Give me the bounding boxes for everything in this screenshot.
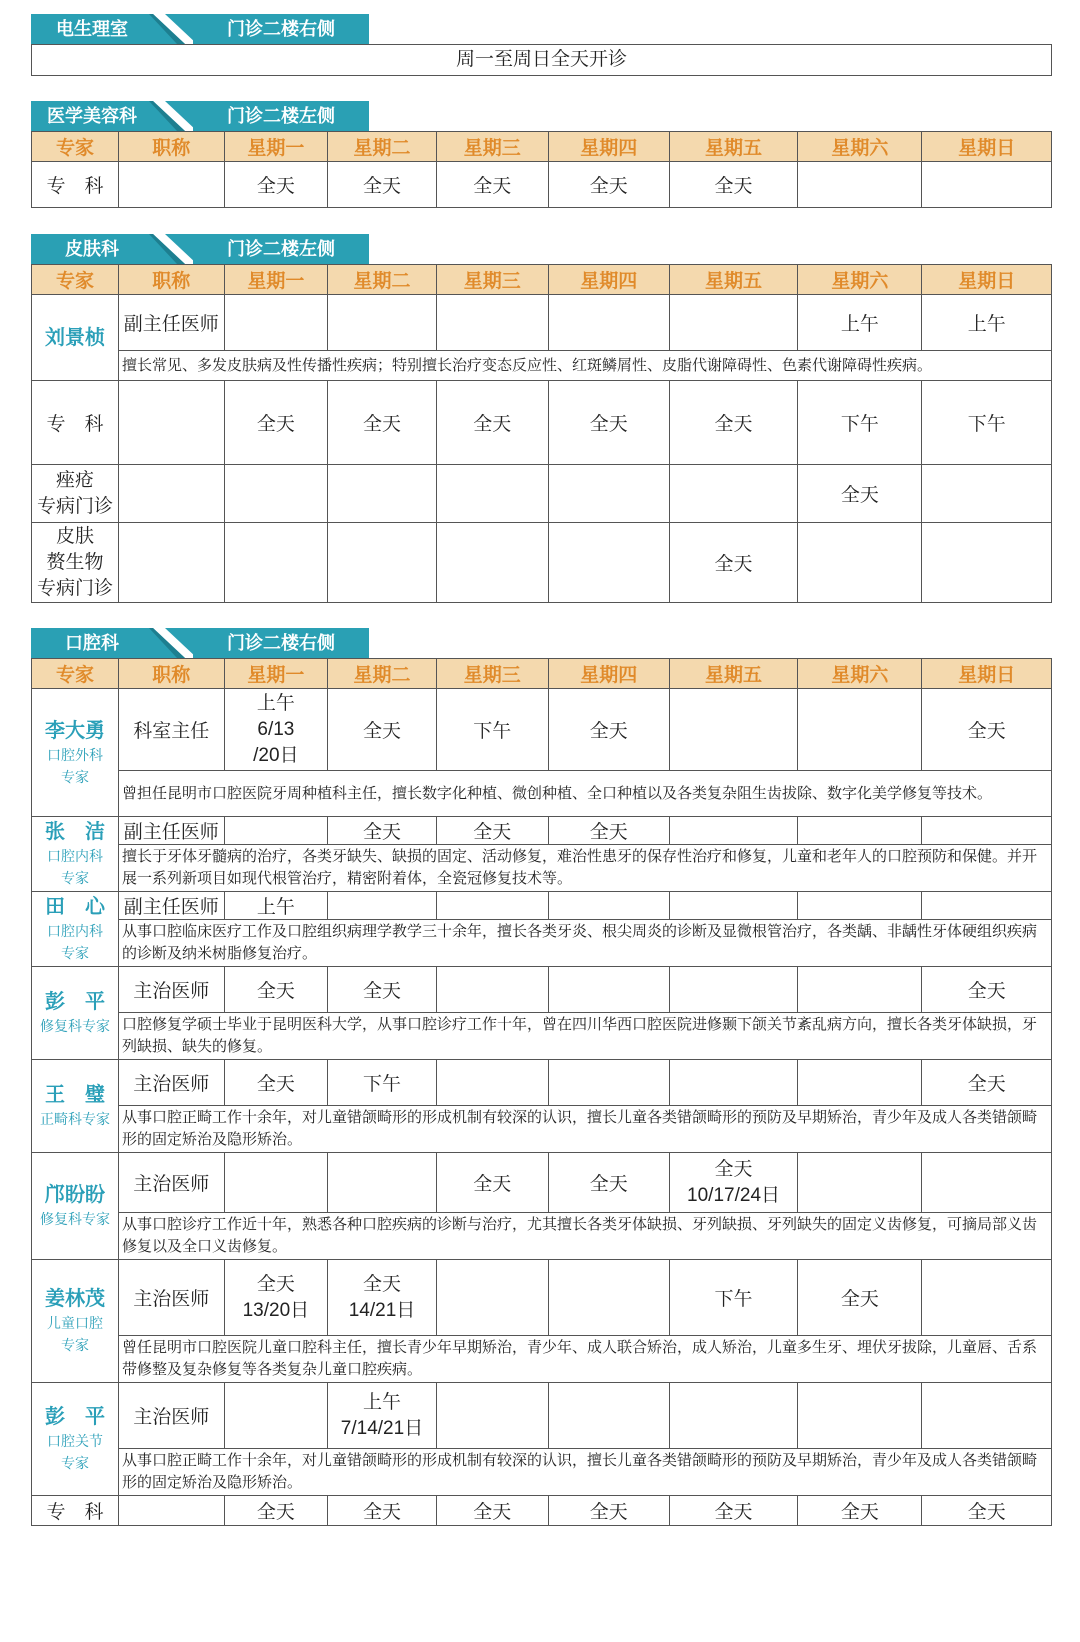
header-wed: 星期三 — [436, 265, 548, 295]
header-expert: 专家 — [32, 659, 119, 689]
doctor-name: 彭 平 — [44, 1406, 105, 1428]
row-title: 主治医师 — [118, 1153, 224, 1213]
day-cell — [328, 295, 437, 351]
day-cell: 全天 — [798, 465, 922, 523]
day-cell — [328, 892, 437, 920]
desc-row — [32, 920, 1052, 967]
day-cell: 全天 — [328, 162, 437, 208]
doctor-name: 田 心 — [44, 896, 105, 918]
header-tue: 星期二 — [328, 659, 437, 689]
day-cell: 全天 — [798, 1260, 922, 1336]
desc-row — [32, 771, 1052, 817]
day-cell — [548, 967, 669, 1013]
day-cell — [798, 162, 922, 208]
day-cell: 全天 — [548, 1153, 669, 1213]
divider-slash — [149, 14, 197, 44]
doctor-specialty: 儿童口腔 — [46, 1315, 103, 1331]
day-cell: 全天 — [922, 1496, 1052, 1526]
header-sun: 星期日 — [922, 132, 1052, 162]
doctor-description: 曾任昆明市口腔医院儿童口腔科主任，擅长青少年早期矫治，青少年、成人联合矫治，成人矫治，儿童多生牙、埋伏牙拔除，儿童唇、舌系带修整及复杂修复等各类复杂儿童口腔疾病。 — [118, 1336, 1051, 1383]
header-sat: 星期六 — [798, 659, 922, 689]
day-cell — [436, 465, 548, 523]
table-row — [32, 381, 1052, 465]
day-cell — [328, 465, 437, 523]
table-header-row — [32, 132, 1052, 162]
row-title: 科室主任 — [118, 689, 224, 771]
doctor-specialty: 口腔内科 — [46, 848, 103, 864]
day-cell — [669, 1060, 797, 1106]
dept-name: 医学美容科 — [31, 101, 153, 131]
day-cell: 全天 — [436, 1496, 548, 1526]
row-title: 主治医师 — [118, 1060, 224, 1106]
day-cell: 全天 — [224, 381, 328, 465]
schedule-table — [31, 658, 1052, 1526]
day-cell — [436, 1060, 548, 1106]
section-dianshengli — [31, 14, 1052, 76]
day-cell — [669, 892, 797, 920]
row-title: 主治医师 — [118, 1383, 224, 1449]
table-row — [32, 967, 1052, 1013]
day-cell — [224, 817, 328, 845]
day-cell — [224, 295, 328, 351]
doctor-cell — [32, 1153, 119, 1260]
row-label: 皮肤 赘生物 专病门诊 — [32, 523, 119, 603]
row-label: 专 科 — [32, 381, 119, 465]
table-header-row — [32, 659, 1052, 689]
doctor-cell — [32, 295, 119, 381]
row-label: 痤疮 专病门诊 — [32, 465, 119, 523]
day-cell: 全天 — [548, 162, 669, 208]
day-cell: 下午 — [922, 381, 1052, 465]
doctor-rank: 专家 — [60, 870, 89, 886]
day-cell — [922, 162, 1052, 208]
desc-row — [32, 1013, 1052, 1060]
row-title: 副主任医师 — [118, 295, 224, 351]
header-expert: 专家 — [32, 132, 119, 162]
day-cell: 全天 — [669, 162, 797, 208]
day-cell — [436, 1383, 548, 1449]
day-cell: 下午 — [798, 381, 922, 465]
day-cell: 全天 — [922, 689, 1052, 771]
doctor-name: 李大勇 — [44, 719, 105, 742]
day-cell — [922, 892, 1052, 920]
table-row — [32, 892, 1052, 920]
day-cell: 全天 10/17/24日 — [669, 1153, 797, 1213]
row-title: 副主任医师 — [118, 817, 224, 845]
day-cell: 全天 14/21日 — [328, 1260, 437, 1336]
doctor-description: 口腔修复学硕士毕业于昆明医科大学，从事口腔诊疗工作十年，曾在四川华西口腔医院进修颞下颌关节紊乱病方向，擅长各类牙体缺损，牙列缺损、缺失的修复。 — [118, 1013, 1051, 1060]
day-cell: 上午 6/13 /20日 — [224, 689, 328, 771]
doctor-specialty: 口腔关节 — [46, 1433, 103, 1449]
doctor-description: 从事口腔诊疗工作近十年，熟悉各种口腔疾病的诊断与治疗，尤其擅长各类牙体缺损、牙列缺损、牙列缺失的固定义齿修复，可摘局部义齿修复以及全口义齿修复。 — [118, 1213, 1051, 1260]
doctor-rank: 专家 — [60, 768, 89, 785]
header-expert: 专家 — [32, 265, 119, 295]
day-cell — [548, 523, 669, 603]
doctor-description: 擅长常见、多发皮肤病及性传播性疾病；特别擅长治疗变态反应性、红斑鳞屑性、皮脂代谢障碍性、色素代谢障碍性疾病。 — [118, 351, 1051, 381]
day-cell: 全天 13/20日 — [224, 1260, 328, 1336]
day-cell — [436, 523, 548, 603]
day-cell: 全天 — [328, 381, 437, 465]
desc-row — [32, 1336, 1052, 1383]
day-cell — [548, 1383, 669, 1449]
dept-header — [31, 628, 1052, 658]
day-cell: 全天 — [548, 689, 669, 771]
table-row — [32, 689, 1052, 771]
table-row — [32, 1496, 1052, 1526]
day-cell: 全天 — [669, 1496, 797, 1526]
day-cell — [922, 1383, 1052, 1449]
doctor-specialty: 口腔外科 — [46, 746, 103, 763]
day-cell — [669, 817, 797, 845]
doctor-name: 彭 平 — [44, 991, 105, 1013]
header-sat: 星期六 — [798, 265, 922, 295]
row-title — [118, 523, 224, 603]
schedule-table — [31, 131, 1052, 208]
day-cell — [436, 1260, 548, 1336]
header-thu: 星期四 — [548, 132, 669, 162]
desc-row — [32, 845, 1052, 892]
day-cell: 上午 — [224, 892, 328, 920]
divider-slash — [149, 628, 197, 658]
doctor-specialty: 修复科专家 — [39, 1211, 110, 1227]
day-cell — [669, 1383, 797, 1449]
doctor-specialty: 正畸科专家 — [39, 1111, 110, 1127]
day-cell: 上午 7/14/21日 — [328, 1383, 437, 1449]
header-mon: 星期一 — [224, 132, 328, 162]
doctor-cell — [32, 892, 119, 967]
doctor-description: 从事口腔临床医疗工作及口腔组织病理学教学三十余年，擅长各类牙炎、根尖周炎的诊断及显微根管治疗，各类龋、非龋性牙体硬组织疾病的诊断及纳米树脂修复治疗。 — [118, 920, 1051, 967]
day-cell: 全天 — [436, 1153, 548, 1213]
day-cell: 全天 — [328, 1496, 437, 1526]
header-mon: 星期一 — [224, 659, 328, 689]
day-cell — [548, 1060, 669, 1106]
day-cell — [798, 689, 922, 771]
day-cell: 下午 — [436, 689, 548, 771]
doctor-cell — [32, 967, 119, 1060]
table-row — [32, 1153, 1052, 1213]
table-row — [32, 1383, 1052, 1449]
dept-location: 门诊二楼右侧 — [193, 628, 369, 658]
desc-row — [32, 1106, 1052, 1153]
day-cell: 全天 — [669, 523, 797, 603]
row-title — [118, 1496, 224, 1526]
day-cell — [669, 967, 797, 1013]
day-cell — [548, 1260, 669, 1336]
day-cell: 下午 — [328, 1060, 437, 1106]
day-cell — [922, 1260, 1052, 1336]
header-title: 职称 — [118, 132, 224, 162]
header-title: 职称 — [118, 265, 224, 295]
doctor-name: 王 璧 — [44, 1084, 105, 1106]
doctor-name: 刘景桢 — [44, 326, 105, 349]
row-label: 专 科 — [32, 162, 119, 208]
day-cell — [798, 1383, 922, 1449]
schedule-text: 周一至周日全天开诊 — [31, 44, 1052, 76]
day-cell: 全天 — [328, 967, 437, 1013]
section-kouqiang — [31, 628, 1052, 1526]
header-wed: 星期三 — [436, 132, 548, 162]
day-cell: 全天 — [328, 817, 437, 845]
day-cell: 全天 — [798, 1496, 922, 1526]
doctor-rank: 专家 — [60, 1337, 89, 1353]
day-cell: 全天 — [224, 1496, 328, 1526]
doctor-cell — [32, 1060, 119, 1153]
desc-row — [32, 351, 1052, 381]
day-cell — [669, 689, 797, 771]
day-cell: 上午 — [922, 295, 1052, 351]
doctor-cell — [32, 817, 119, 892]
day-cell — [328, 523, 437, 603]
row-title — [118, 381, 224, 465]
desc-row — [32, 1213, 1052, 1260]
table-row — [32, 1060, 1052, 1106]
day-cell: 全天 — [224, 162, 328, 208]
dept-location: 门诊二楼左侧 — [193, 101, 369, 131]
table-row — [32, 465, 1052, 523]
table-row — [32, 1260, 1052, 1336]
row-title — [118, 162, 224, 208]
doctor-specialty: 口腔内科 — [46, 923, 103, 939]
day-cell — [224, 523, 328, 603]
table-row — [32, 162, 1052, 208]
dept-name: 口腔科 — [31, 628, 153, 658]
day-cell — [798, 1060, 922, 1106]
day-cell — [224, 465, 328, 523]
doctor-description: 擅长于牙体牙髓病的治疗，各类牙缺失、缺损的固定、活动修复，难治性患牙的保存性治疗和修复，儿童和老年人的口腔预防和保健。并开展一系列新项目如现代根管治疗，精密附着体，全瓷冠修复技术等。 — [118, 845, 1051, 892]
day-cell — [548, 465, 669, 523]
divider-slash — [149, 101, 197, 131]
day-cell — [328, 1153, 437, 1213]
header-fri: 星期五 — [669, 132, 797, 162]
header-title: 职称 — [118, 659, 224, 689]
header-fri: 星期五 — [669, 659, 797, 689]
day-cell — [798, 817, 922, 845]
day-cell — [922, 523, 1052, 603]
header-thu: 星期四 — [548, 265, 669, 295]
dept-name: 电生理室 — [31, 14, 153, 44]
day-cell: 全天 — [224, 967, 328, 1013]
doctor-description: 曾担任昆明市口腔医院牙周种植科主任，擅长数字化种植、微创种植、全口种植以及各类复杂阻生齿拔除、数字化美学修复等技术。 — [118, 771, 1051, 817]
day-cell — [922, 465, 1052, 523]
header-tue: 星期二 — [328, 265, 437, 295]
schedule-table — [31, 264, 1052, 603]
desc-row — [32, 1449, 1052, 1496]
day-cell — [548, 295, 669, 351]
doctor-rank: 专家 — [60, 945, 89, 961]
day-cell — [224, 1383, 328, 1449]
table-row — [32, 817, 1052, 845]
divider-slash — [149, 234, 197, 264]
row-title: 主治医师 — [118, 967, 224, 1013]
day-cell: 全天 — [922, 1060, 1052, 1106]
day-cell — [224, 1153, 328, 1213]
day-cell: 全天 — [922, 967, 1052, 1013]
day-cell — [922, 817, 1052, 845]
doctor-rank: 专家 — [60, 1455, 89, 1471]
day-cell: 上午 — [798, 295, 922, 351]
day-cell: 全天 — [224, 1060, 328, 1106]
doctor-cell — [32, 689, 119, 817]
day-cell: 全天 — [548, 381, 669, 465]
day-cell — [436, 892, 548, 920]
header-sat: 星期六 — [798, 132, 922, 162]
day-cell — [922, 1153, 1052, 1213]
header-mon: 星期一 — [224, 265, 328, 295]
header-fri: 星期五 — [669, 265, 797, 295]
day-cell — [436, 967, 548, 1013]
section-pifu — [31, 234, 1052, 603]
day-cell: 全天 — [436, 381, 548, 465]
header-sun: 星期日 — [922, 659, 1052, 689]
header-thu: 星期四 — [548, 659, 669, 689]
day-cell — [669, 465, 797, 523]
day-cell: 全天 — [328, 689, 437, 771]
dept-header — [31, 234, 1052, 264]
day-cell — [798, 1153, 922, 1213]
section-meirong — [31, 101, 1052, 208]
dept-header — [31, 101, 1052, 131]
doctor-name: 邝盼盼 — [44, 1184, 105, 1206]
day-cell — [798, 967, 922, 1013]
row-title: 主治医师 — [118, 1260, 224, 1336]
day-cell — [669, 295, 797, 351]
header-sun: 星期日 — [922, 265, 1052, 295]
table-row — [32, 523, 1052, 603]
day-cell — [436, 295, 548, 351]
doctor-name: 姜林茂 — [44, 1288, 105, 1310]
day-cell — [798, 523, 922, 603]
table-row — [32, 295, 1052, 351]
day-cell: 全天 — [436, 162, 548, 208]
table-header-row — [32, 265, 1052, 295]
day-cell: 全天 — [669, 381, 797, 465]
doctor-cell — [32, 1383, 119, 1496]
dept-location: 门诊二楼右侧 — [193, 14, 369, 44]
doctor-name: 张 洁 — [44, 821, 105, 843]
day-cell: 全天 — [436, 817, 548, 845]
dept-name: 皮肤科 — [31, 234, 153, 264]
dept-header — [31, 14, 1052, 44]
day-cell — [548, 892, 669, 920]
row-title: 副主任医师 — [118, 892, 224, 920]
dept-location: 门诊二楼左侧 — [193, 234, 369, 264]
day-cell: 下午 — [669, 1260, 797, 1336]
doctor-description: 从事口腔正畸工作十余年，对儿童错颌畸形的形成机制有较深的认识，擅长儿童各类错颌畸形的预防及早期矫治，青少年及成人各类错颌畸形的固定矫治及隐形矫治。 — [118, 1449, 1051, 1496]
row-title — [118, 465, 224, 523]
header-tue: 星期二 — [328, 132, 437, 162]
row-label: 专 科 — [32, 1496, 119, 1526]
day-cell: 全天 — [548, 817, 669, 845]
doctor-cell — [32, 1260, 119, 1383]
doctor-description: 从事口腔正畸工作十余年，对儿童错颌畸形的形成机制有较深的认识，擅长儿童各类错颌畸形的预防及早期矫治，青少年及成人各类错颌畸形的固定矫治及隐形矫治。 — [118, 1106, 1051, 1153]
header-wed: 星期三 — [436, 659, 548, 689]
day-cell — [798, 892, 922, 920]
doctor-specialty: 修复科专家 — [39, 1018, 110, 1034]
day-cell: 全天 — [548, 1496, 669, 1526]
